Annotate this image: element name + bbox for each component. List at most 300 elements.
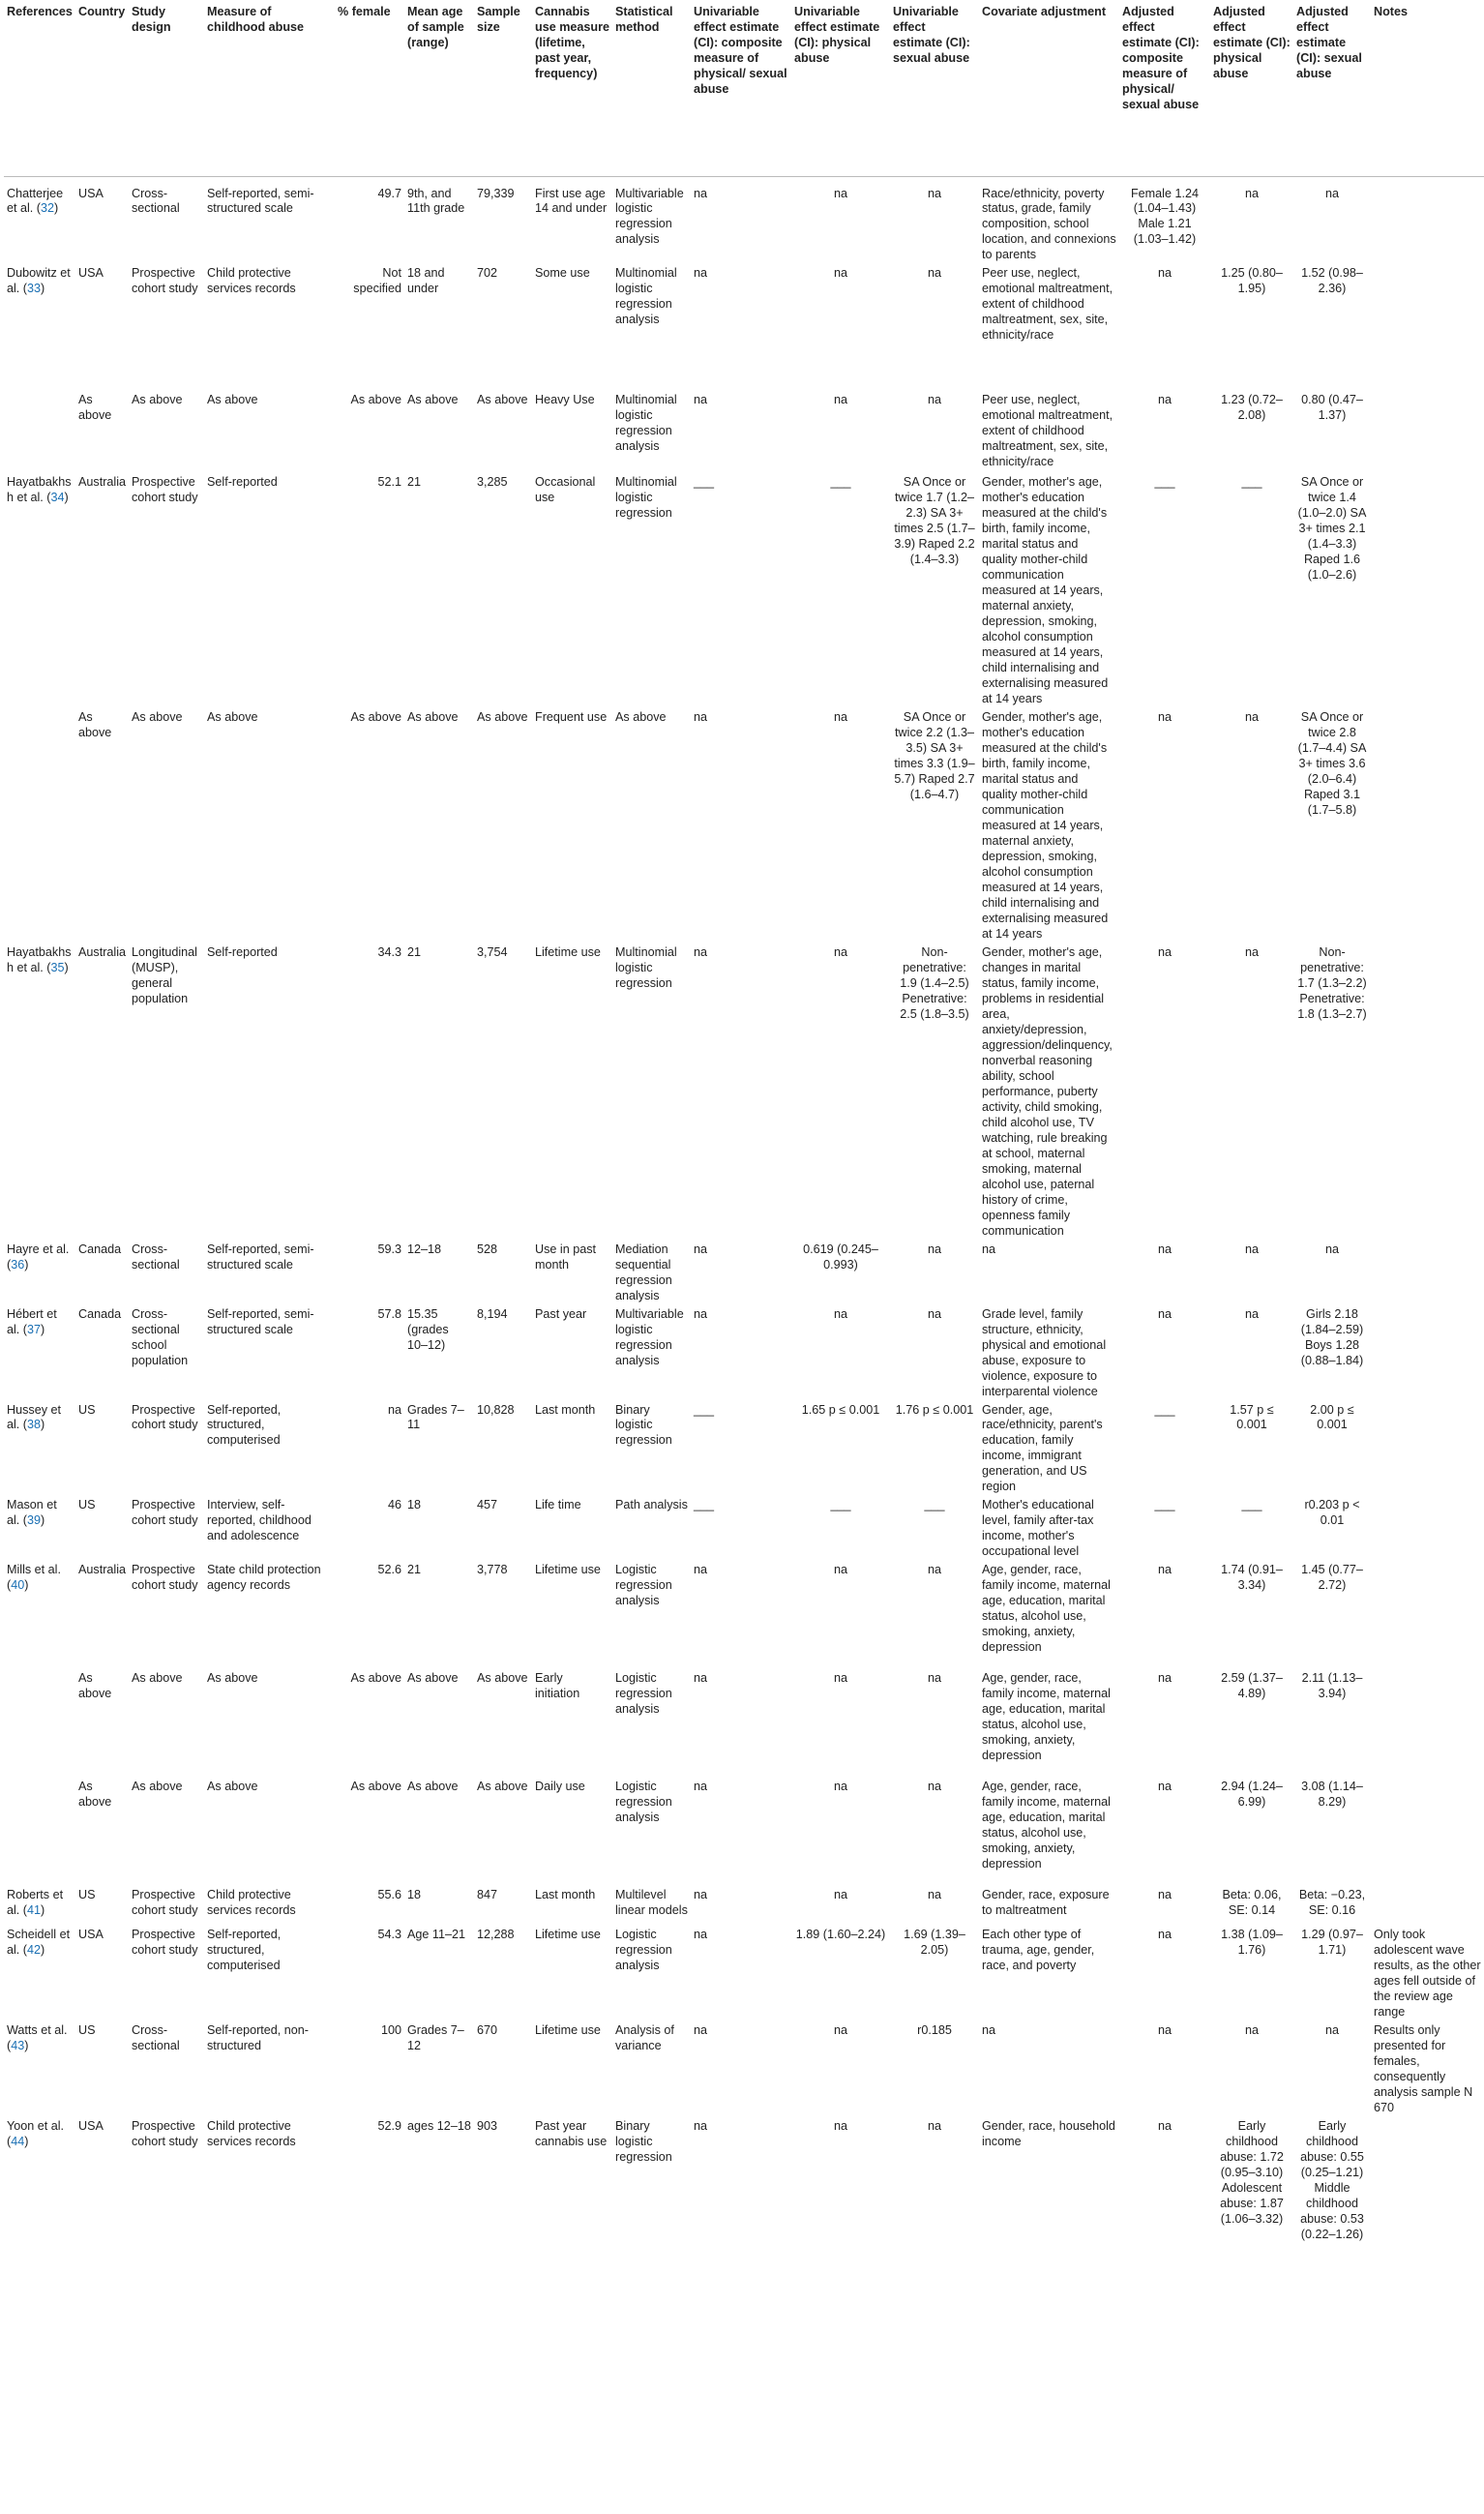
cell-u_comp [691,707,791,943]
cell-text: Use in past month [535,1242,596,1272]
cell-u_sex [890,1925,979,2020]
cell-a_comp [1119,1668,1210,1777]
cell-a_sex [1293,1240,1371,1304]
cell-text: Binary logistic regression [615,1402,672,1448]
table-row [4,390,1484,472]
cell-method [612,472,691,707]
cell-text: Prospective cohort study [132,1402,198,1432]
reference-link[interactable]: 42 [27,1943,42,1958]
cell-female [335,390,404,472]
cell-method [612,2116,691,2261]
cell-text: na [927,1888,941,1902]
cell-u_sex [890,1495,979,1560]
cell-design [129,1495,204,1560]
cell-n [474,707,532,943]
cell-u_comp [691,472,791,707]
column-header: Cannabis use measure (lifetime, past year, frequency) [532,4,612,176]
cell-text: 1.76 p ≤ 0.001 [895,1402,974,1417]
cell-ref: Roberts et al. (41) [7,1888,64,1918]
cell-text: na [1244,944,1259,959]
cell-text: Longitudinal (MUSP), general population [132,944,197,1005]
cell-text: na [694,710,708,725]
cell-text: na [694,1928,708,1942]
cell-design [129,1240,204,1304]
cell-age [404,2020,474,2116]
cell-a_phys [1210,1668,1293,1777]
cell-text: Multinomial logistic regression analysis [615,266,677,327]
cell-text: As above [407,1780,459,1794]
cell-n [474,472,532,707]
cell-u_comp [691,390,791,472]
cell-text: Early childhood abuse: 1.72 (0.95–3.10) Adolescent abuse: 1.87 (1.06–3.32) [1220,2119,1284,2227]
cell-text: Gender, mother's age, mother's education measured at the child's birth, family income, marital status and quality mother-child communication measured at 14 years, maternal anxiety, depression, smoking, alcohol consumption measured at 14 years, child internalising and externalising measured at 14 years [982,710,1109,941]
cell-text: As above [350,1671,401,1686]
cell-text: Past year [535,1306,587,1321]
cell-text: As above [132,710,183,725]
cell-cannabis [532,1885,612,1925]
cell-text: 847 [477,1888,498,1902]
cell-u_sex [890,1668,979,1777]
cell-text: 18 [407,1888,422,1902]
table-row [4,1777,1484,1885]
cell-design [129,390,204,472]
cell-text: Lifetime use [535,2023,601,2038]
cell-cannabis [532,1304,612,1400]
reference-link[interactable]: 40 [11,1578,25,1593]
cell-text: USA [78,266,104,281]
cell-design [129,1885,204,1925]
cell-text: Beta: 0.06, SE: 0.14 [1222,1888,1282,1918]
cell-text: na [982,1242,996,1256]
cell-covariates [979,390,1119,472]
reference-link[interactable]: 43 [11,2039,25,2053]
cell-text: 2.94 (1.24–6.99) [1221,1780,1283,1810]
table-row [4,1495,1484,1560]
cell-u_sex [890,1400,979,1496]
cell-text: 1.57 p ≤ 0.001 [1230,1402,1274,1432]
cell-u_comp [691,1925,791,2020]
cell-a_comp [1119,472,1210,707]
cell-n [474,1304,532,1400]
cell-notes [1371,390,1484,472]
cell-text: na [694,266,708,281]
cell-text: 1.29 (0.97–1.71) [1301,1928,1363,1958]
cell-text: na [1157,710,1172,725]
cell-text: 15.35 (grades 10–12) [407,1306,449,1352]
cell-text: Prospective cohort study [132,266,198,296]
cell-text: na [927,186,941,200]
cell-text: As above [78,1671,112,1701]
cell-text: Early childhood abuse: 0.55 (0.25–1.21) Middle childhood abuse: 0.53 (0.22–1.26) [1300,2119,1364,2242]
cell-text: na [1157,2023,1172,2038]
cell-n [474,1560,532,1668]
cell-cannabis [532,390,612,472]
cell-notes [1371,1240,1484,1304]
cell-text: As above [615,710,667,725]
reference-name: Chatterjee et al. [7,186,64,216]
cell-text: Daily use [535,1780,585,1794]
cell-covariates [979,1304,1119,1400]
table-row [4,707,1484,943]
cell-a_phys [1210,2020,1293,2116]
reference-link[interactable]: 33 [27,282,42,296]
cell-a_comp [1119,943,1210,1240]
cell-text: na [1157,1928,1172,1942]
cell-text: 3.08 (1.14–8.29) [1301,1780,1363,1810]
cell-ref: Hayatbakhsh et al. (35) [7,944,72,974]
cell-covariates [979,263,1119,390]
cell-covariates [979,176,1119,263]
cell-text: Prospective cohort study [132,1498,198,1528]
cell-a_comp [1119,1560,1210,1668]
cell-covariates [979,1495,1119,1560]
cell-text: SA Once or twice 2.8 (1.7–4.4) SA 3+ times 3.6 (2.0–6.4) Raped 3.1 (1.7–5.8) [1297,710,1367,818]
cell-a_sex [1293,1885,1371,1925]
cell-ref [4,707,75,943]
cell-text: na [833,944,847,959]
cell-ref: Chatterjee et al. (32) [7,186,64,216]
cell-text: 0.619 (0.245–0.993) [803,1242,878,1272]
reference-link[interactable]: 38 [27,1418,42,1432]
cell-text: na [1244,1306,1259,1321]
table-row [4,1885,1484,1925]
cell-female [335,2020,404,2116]
cell-text: na [833,393,847,407]
cell-country [75,2020,129,2116]
cell-text: Lifetime use [535,1563,601,1577]
cell-text: As above [207,710,258,725]
cell-design [129,707,204,943]
cell-notes [1371,1400,1484,1496]
column-header: Notes [1371,4,1484,176]
cell-method [612,707,691,943]
cell-country [75,472,129,707]
cell-ref [4,1777,75,1885]
cell-text: Mediation sequential regression analysis [615,1242,672,1302]
cell-ref: Mason et al. (39) [7,1498,57,1528]
column-header: Adjusted effect estimate (CI): physical abuse [1210,4,1293,176]
cell-u_sex [890,707,979,943]
cell-a_phys [1210,1240,1293,1304]
cell-a_sex [1293,1925,1371,2020]
cell-text: 1.38 (1.09–1.76) [1221,1928,1283,1958]
cell-text: Cross-sectional school population [132,1306,189,1367]
cell-text: na [1157,1671,1172,1686]
cell-text: na [982,2023,996,2038]
cell-text: Early initiation [535,1671,580,1701]
cell-a_phys [1210,943,1293,1240]
cell-country [75,390,129,472]
cell-text: As above [407,1671,459,1686]
cell-text: 2.59 (1.37–4.89) [1221,1671,1283,1701]
cell-text: Gender, age, race/ethnicity, parent's education, family income, immigrant generation, and US region [982,1402,1103,1494]
cell-a_comp [1119,390,1210,472]
cell-measure [204,472,335,707]
cell-text: na [1157,1563,1172,1577]
cell-text: Self-reported, semi-structured scale [207,186,314,216]
cell-ref: Hayre et al. (36) [7,1242,70,1272]
cell-text: ___ [1241,1498,1262,1512]
cell-text: As above [207,1671,258,1686]
cell-n [474,1240,532,1304]
cell-text: Self-reported, structured, computerised [207,1402,282,1448]
cell-text: Age 11–21 [407,1928,465,1942]
cell-text: Lifetime use [535,944,601,959]
cell-text: 12,288 [477,1928,515,1942]
cell-age [404,1400,474,1496]
cell-text: 1.23 (0.72–2.08) [1221,393,1283,423]
cell-text: As above [132,393,183,407]
reference-link[interactable]: 34 [50,491,65,505]
cell-country [75,707,129,943]
column-header: % female [335,4,404,176]
cell-text: As above [207,393,258,407]
cell-covariates [979,1885,1119,1925]
cell-text: Multivariable logistic regression analysis [615,186,684,247]
reference-name: Mills et al. [7,1563,61,1577]
cell-measure [204,707,335,943]
cell-u_phys [791,1560,890,1668]
cell-text: SA Once or twice 1.7 (1.2–2.3) SA 3+ times 2.5 (1.7–3.9) Raped 2.2 (1.4–3.3) [894,475,975,567]
cell-text: na [833,186,847,200]
cell-country [75,1777,129,1885]
cell-text: r0.203 p < 0.01 [1304,1498,1360,1528]
cell-measure [204,1560,335,1668]
cell-u_phys [791,176,890,263]
cell-cannabis [532,1240,612,1304]
cell-age [404,1925,474,2020]
cell-text: Canada [78,1306,122,1321]
column-header: Measure of childhood abuse [204,4,335,176]
cell-notes [1371,1668,1484,1777]
cell-text: na [694,186,708,200]
cell-text: Some use [535,266,590,281]
cell-text: Gender, race, household income [982,2119,1115,2149]
cell-country [75,1400,129,1496]
cell-a_comp [1119,1495,1210,1560]
cell-n [474,2020,532,2116]
cell-design [129,1560,204,1668]
table-row [4,1668,1484,1777]
cell-text: 528 [477,1242,498,1256]
reference-link[interactable]: 37 [27,1322,42,1336]
cell-text: Mother's educational level, family after-tax income, mother's occupational level [982,1498,1094,1559]
cell-u_phys [791,472,890,707]
cell-country [75,1560,129,1668]
cell-n [474,2116,532,2261]
cell-covariates [979,1925,1119,2020]
cell-u_sex [890,1304,979,1400]
cell-text: US [78,2023,96,2038]
cell-text: Binary logistic regression [615,2119,672,2165]
cell-country [75,1304,129,1400]
cell-text: 21 [407,944,422,959]
cell-age [404,1560,474,1668]
cell-u_sex [890,390,979,472]
cell-u_phys [791,2116,890,2261]
cell-a_comp [1119,1400,1210,1496]
cell-u_comp [691,1560,791,1668]
cell-u_phys [791,390,890,472]
cell-text: 670 [477,2023,498,2038]
cell-text: na [927,2119,941,2134]
cell-text: na [833,1306,847,1321]
cell-text: 59.3 [377,1242,401,1256]
cell-text: 1.69 (1.39–2.05) [904,1928,965,1958]
table-row [4,2116,1484,2261]
cell-text: 34.3 [377,944,401,959]
cell-text: As above [78,1780,112,1810]
cell-cannabis [532,1777,612,1885]
cell-text: na [694,1242,708,1256]
cell-text: na [1157,266,1172,281]
cell-a_sex [1293,390,1371,472]
cell-text: Gender, mother's age, changes in marital status, family income, problems in residential area, anxiety/depression, aggression/delinquency, nonverbal reasoning ability, school performance, puberty activity, child smoking, child alcohol use, TV watching, rule breaking at school, maternal smoking, maternal alcohol use, paternal history of crime, openness family communication [982,944,1113,1238]
cell-text: 52.1 [377,475,401,490]
cell-text: 3,778 [477,1563,508,1577]
cell-text: Multinomial logistic regression analysis [615,393,677,454]
reference-link[interactable]: 41 [27,1903,42,1918]
reference-name: Mason et al. [7,1498,57,1528]
cell-text: Self-reported [207,944,278,959]
cell-text: Self-reported, non-structured [207,2023,310,2053]
cell-text: na [833,1780,847,1794]
cell-covariates [979,1560,1119,1668]
cell-a_sex [1293,472,1371,707]
cell-a_phys [1210,707,1293,943]
cell-notes [1371,2116,1484,2261]
cell-female [335,1495,404,1560]
cell-method [612,1925,691,2020]
cell-cannabis [532,1400,612,1496]
cell-text: Frequent use [535,710,608,725]
cell-text: As above [477,393,528,407]
cell-ref: Yoon et al. (44) [7,2119,65,2149]
cell-design [129,263,204,390]
cell-text: Child protective services records [207,1888,296,1918]
cell-text: ages 12–18 [407,2119,471,2134]
reference-link[interactable]: 39 [27,1513,42,1528]
cell-text: 2.11 (1.13–3.94) [1301,1671,1363,1701]
cell-cannabis [532,263,612,390]
cell-text: State child protection agency records [207,1563,321,1593]
cell-text: na [1324,1242,1339,1256]
cell-u_comp [691,1400,791,1496]
cell-text: As above [407,393,459,407]
cell-text: 21 [407,1563,422,1577]
cell-design [129,176,204,263]
cell-cannabis [532,176,612,263]
cell-text: na [694,1563,708,1577]
cell-measure [204,2116,335,2261]
cell-text: na [1157,393,1172,407]
cell-a_comp [1119,1777,1210,1885]
reference-name: Roberts et al. [7,1888,64,1918]
column-header: Univariable effect estimate (CI): physical abuse [791,4,890,176]
cell-text: na [1157,944,1172,959]
column-header: Sample size [474,4,532,176]
cell-text: na [1244,1242,1259,1256]
cell-text: As above [207,1780,258,1794]
cell-text: SA Once or twice 1.4 (1.0–2.0) SA 3+ times 2.1 (1.4–3.3) Raped 1.6 (1.0–2.6) [1297,475,1367,583]
cell-u_sex [890,1885,979,1925]
cell-text: ___ [1154,1402,1175,1417]
cell-text: Each other type of trauma, age, gender, race, and poverty [982,1928,1095,1973]
cell-age [404,263,474,390]
cell-u_phys [791,1668,890,1777]
cell-age [404,943,474,1240]
cell-text: ___ [830,475,851,490]
cell-text: Australia [78,475,126,490]
cell-text: Prospective cohort study [132,1888,198,1918]
cell-text: As above [132,1671,183,1686]
cell-text: Cross-sectional [132,2023,180,2053]
cell-u_phys [791,1240,890,1304]
cell-u_comp [691,176,791,263]
cell-female [335,1668,404,1777]
cell-a_phys [1210,1304,1293,1400]
cell-text: na [1244,710,1259,725]
cell-a_comp [1119,2116,1210,2261]
cell-text: 3,754 [477,944,508,959]
cell-text: Canada [78,1242,122,1256]
cell-text: Grades 7–11 [407,1402,464,1432]
cell-text: na [833,266,847,281]
cell-age [404,390,474,472]
cell-design [129,2020,204,2116]
cell-n [474,1400,532,1496]
cell-text: Not specified [353,266,401,296]
reference-link[interactable]: 44 [11,2135,25,2149]
column-header: Covariate adjustment [979,4,1119,176]
cell-n [474,1925,532,2020]
cell-text: Grades 7–12 [407,2023,464,2053]
cell-ref: Hayatbakhsh et al. (34) [7,475,72,505]
column-header: Univariable effect estimate (CI): composite measure of physical/ sexual abuse [691,4,791,176]
cell-covariates [979,2116,1119,2261]
cell-female [335,943,404,1240]
cell-measure [204,2020,335,2116]
cell-text: Non-penetrative: 1.9 (1.4–2.5) Penetrative: 2.5 (1.8–3.5) [900,944,969,1021]
cell-cannabis [532,1668,612,1777]
cell-u_phys [791,1777,890,1885]
cell-text: na [1324,2023,1339,2038]
reference-name: Hayatbakhsh et al. [7,944,72,974]
column-header: Univariable effect estimate (CI): sexual abuse [890,4,979,176]
cell-age [404,1885,474,1925]
cell-text: Multinomial logistic regression [615,944,677,990]
cell-text: Age, gender, race, family income, maternal age, education, marital status, alcohol use, smoking, anxiety, depression [982,1563,1111,1655]
cell-text: 46 [387,1498,401,1512]
reference-link[interactable]: 32 [41,201,55,216]
cell-design [129,1777,204,1885]
cell-text: 21 [407,475,422,490]
cell-age [404,1304,474,1400]
cell-text: Australia [78,944,126,959]
cell-a_sex [1293,1777,1371,1885]
cell-text: As above [407,710,459,725]
reference-link[interactable]: 36 [11,1257,25,1272]
reference-link[interactable]: 35 [50,960,65,974]
cell-u_comp [691,1777,791,1885]
column-header: Country [75,4,129,176]
cell-text: na [833,710,847,725]
cell-text: 0.80 (0.47–1.37) [1301,393,1363,423]
cell-text: na [833,1563,847,1577]
cell-ref: Watts et al. (43) [7,2023,68,2053]
cell-text: 1.45 (0.77–2.72) [1301,1563,1363,1593]
cell-female [335,176,404,263]
